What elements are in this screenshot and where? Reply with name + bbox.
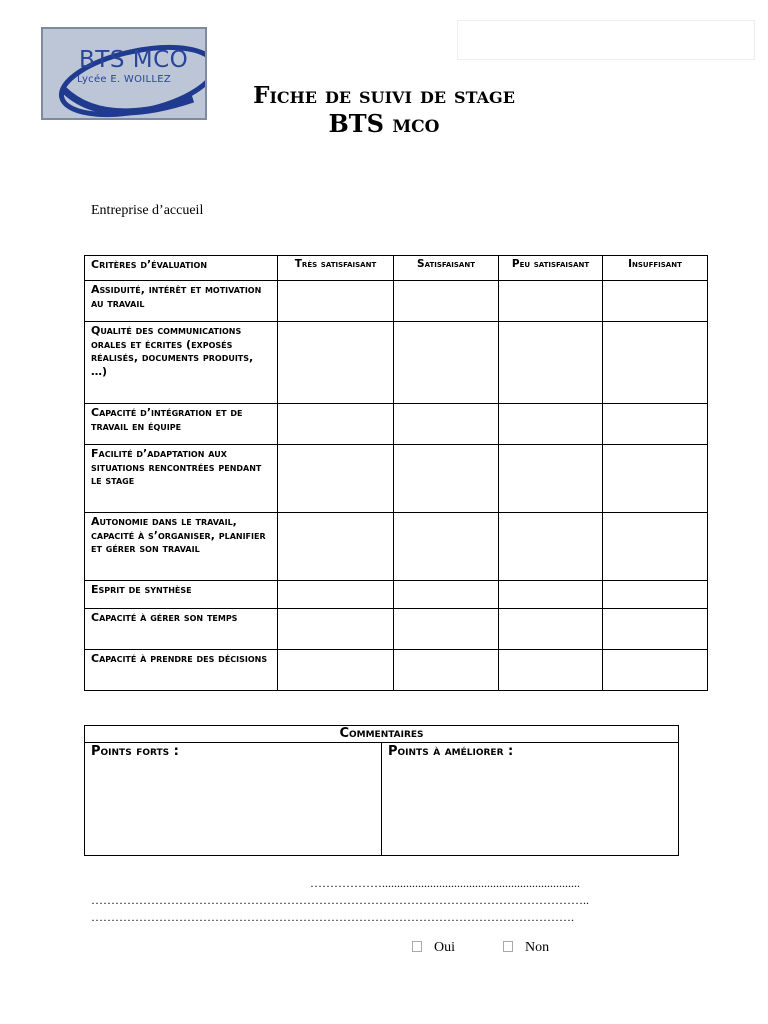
header-criteria: Critères d’évaluation <box>85 256 278 281</box>
rating-cell[interactable] <box>499 650 603 691</box>
comments-heading: Commentaires <box>85 726 678 743</box>
strengths-title: Points forts : <box>91 744 179 759</box>
choice-no[interactable] <box>503 940 549 956</box>
improvements-title: Points à améliorer : <box>388 744 514 759</box>
rating-cell[interactable] <box>603 404 708 445</box>
table-row <box>85 281 708 322</box>
criterion-label: Capacité d’intégration et de travail en équipe <box>85 404 278 445</box>
page-title: Fiche de suivi de stage <box>253 82 515 109</box>
rating-cell[interactable] <box>499 281 603 322</box>
improvements-field[interactable] <box>382 743 678 856</box>
rating-cell[interactable] <box>278 322 394 404</box>
criterion-label: Esprit de synthèse <box>85 581 278 609</box>
rating-cell[interactable] <box>603 650 708 691</box>
rating-cell[interactable] <box>394 650 499 691</box>
rating-cell[interactable] <box>499 404 603 445</box>
company-label: Entreprise d’accueil <box>91 203 204 218</box>
stamp-box <box>457 20 755 60</box>
header-peu-satisfaisant: Peu satisfaisant <box>499 256 603 281</box>
rating-cell[interactable] <box>278 281 394 322</box>
rating-cell[interactable] <box>603 581 708 609</box>
rating-cell[interactable] <box>394 581 499 609</box>
rating-cell[interactable] <box>499 513 603 581</box>
logo-title: BTS MCO <box>79 47 189 73</box>
page-subtitle: BTS mco <box>328 109 440 138</box>
rating-cell[interactable] <box>278 404 394 445</box>
criterion-label: Capacité à prendre des décisions <box>85 650 278 691</box>
dotted-line[interactable]: …………………………………………………………………………………………………………. <box>91 910 574 924</box>
table-row <box>85 650 708 691</box>
criterion-label: Assiduité, intérêt et motivation au travail <box>85 281 278 322</box>
choice-yes[interactable] <box>412 940 455 956</box>
rating-cell[interactable] <box>499 581 603 609</box>
dotted-line[interactable]: …………………………………………………………………………………………………………….. <box>91 893 589 907</box>
rating-cell[interactable] <box>499 445 603 513</box>
table-header-row <box>85 256 708 281</box>
rating-cell[interactable] <box>603 513 708 581</box>
strengths-field[interactable] <box>85 743 382 856</box>
rating-cell[interactable] <box>278 581 394 609</box>
checkbox-icon[interactable] <box>503 941 513 952</box>
rating-cell[interactable] <box>394 513 499 581</box>
rating-cell[interactable] <box>603 281 708 322</box>
criterion-label: Capacité à gérer son temps <box>85 609 278 650</box>
choice-yes-label: Oui <box>434 940 455 955</box>
rating-cell[interactable] <box>603 322 708 404</box>
criterion-label: Autonomie dans le travail, capacité à s’organiser, planifier et gérer son travail <box>85 513 278 581</box>
rating-cell[interactable] <box>278 513 394 581</box>
rating-cell[interactable] <box>278 650 394 691</box>
rating-cell[interactable] <box>603 445 708 513</box>
rating-cell[interactable] <box>394 445 499 513</box>
rating-cell[interactable] <box>394 609 499 650</box>
table-row <box>85 513 708 581</box>
table-row <box>85 322 708 404</box>
rating-cell[interactable] <box>394 322 499 404</box>
criterion-label: Qualité des communications orales et écrites (exposés réalisés, documents produits, …) <box>85 322 278 404</box>
evaluation-table <box>84 255 708 691</box>
criterion-label: Facilité d’adaptation aux situations rencontrées pendant le stage <box>85 445 278 513</box>
rating-cell[interactable] <box>394 404 499 445</box>
comments-box <box>84 725 679 856</box>
table-row <box>85 404 708 445</box>
rating-cell[interactable] <box>278 445 394 513</box>
rating-cell[interactable] <box>499 609 603 650</box>
logo-subtitle: Lycée E. WOILLEZ <box>77 74 172 85</box>
checkbox-icon[interactable] <box>412 941 422 952</box>
header-insuffisant: Insuffisant <box>603 256 708 281</box>
header-satisfaisant: Satisfaisant <box>394 256 499 281</box>
rating-cell[interactable] <box>603 609 708 650</box>
choice-no-label: Non <box>525 940 550 955</box>
header-tres-satisfaisant: Très satisfaisant <box>278 256 394 281</box>
table-row <box>85 581 708 609</box>
table-row <box>85 445 708 513</box>
rating-cell[interactable] <box>499 322 603 404</box>
rating-cell[interactable] <box>394 281 499 322</box>
rating-cell[interactable] <box>278 609 394 650</box>
table-row <box>85 609 708 650</box>
dotted-line[interactable]: ……………….................................................................. <box>310 876 580 890</box>
